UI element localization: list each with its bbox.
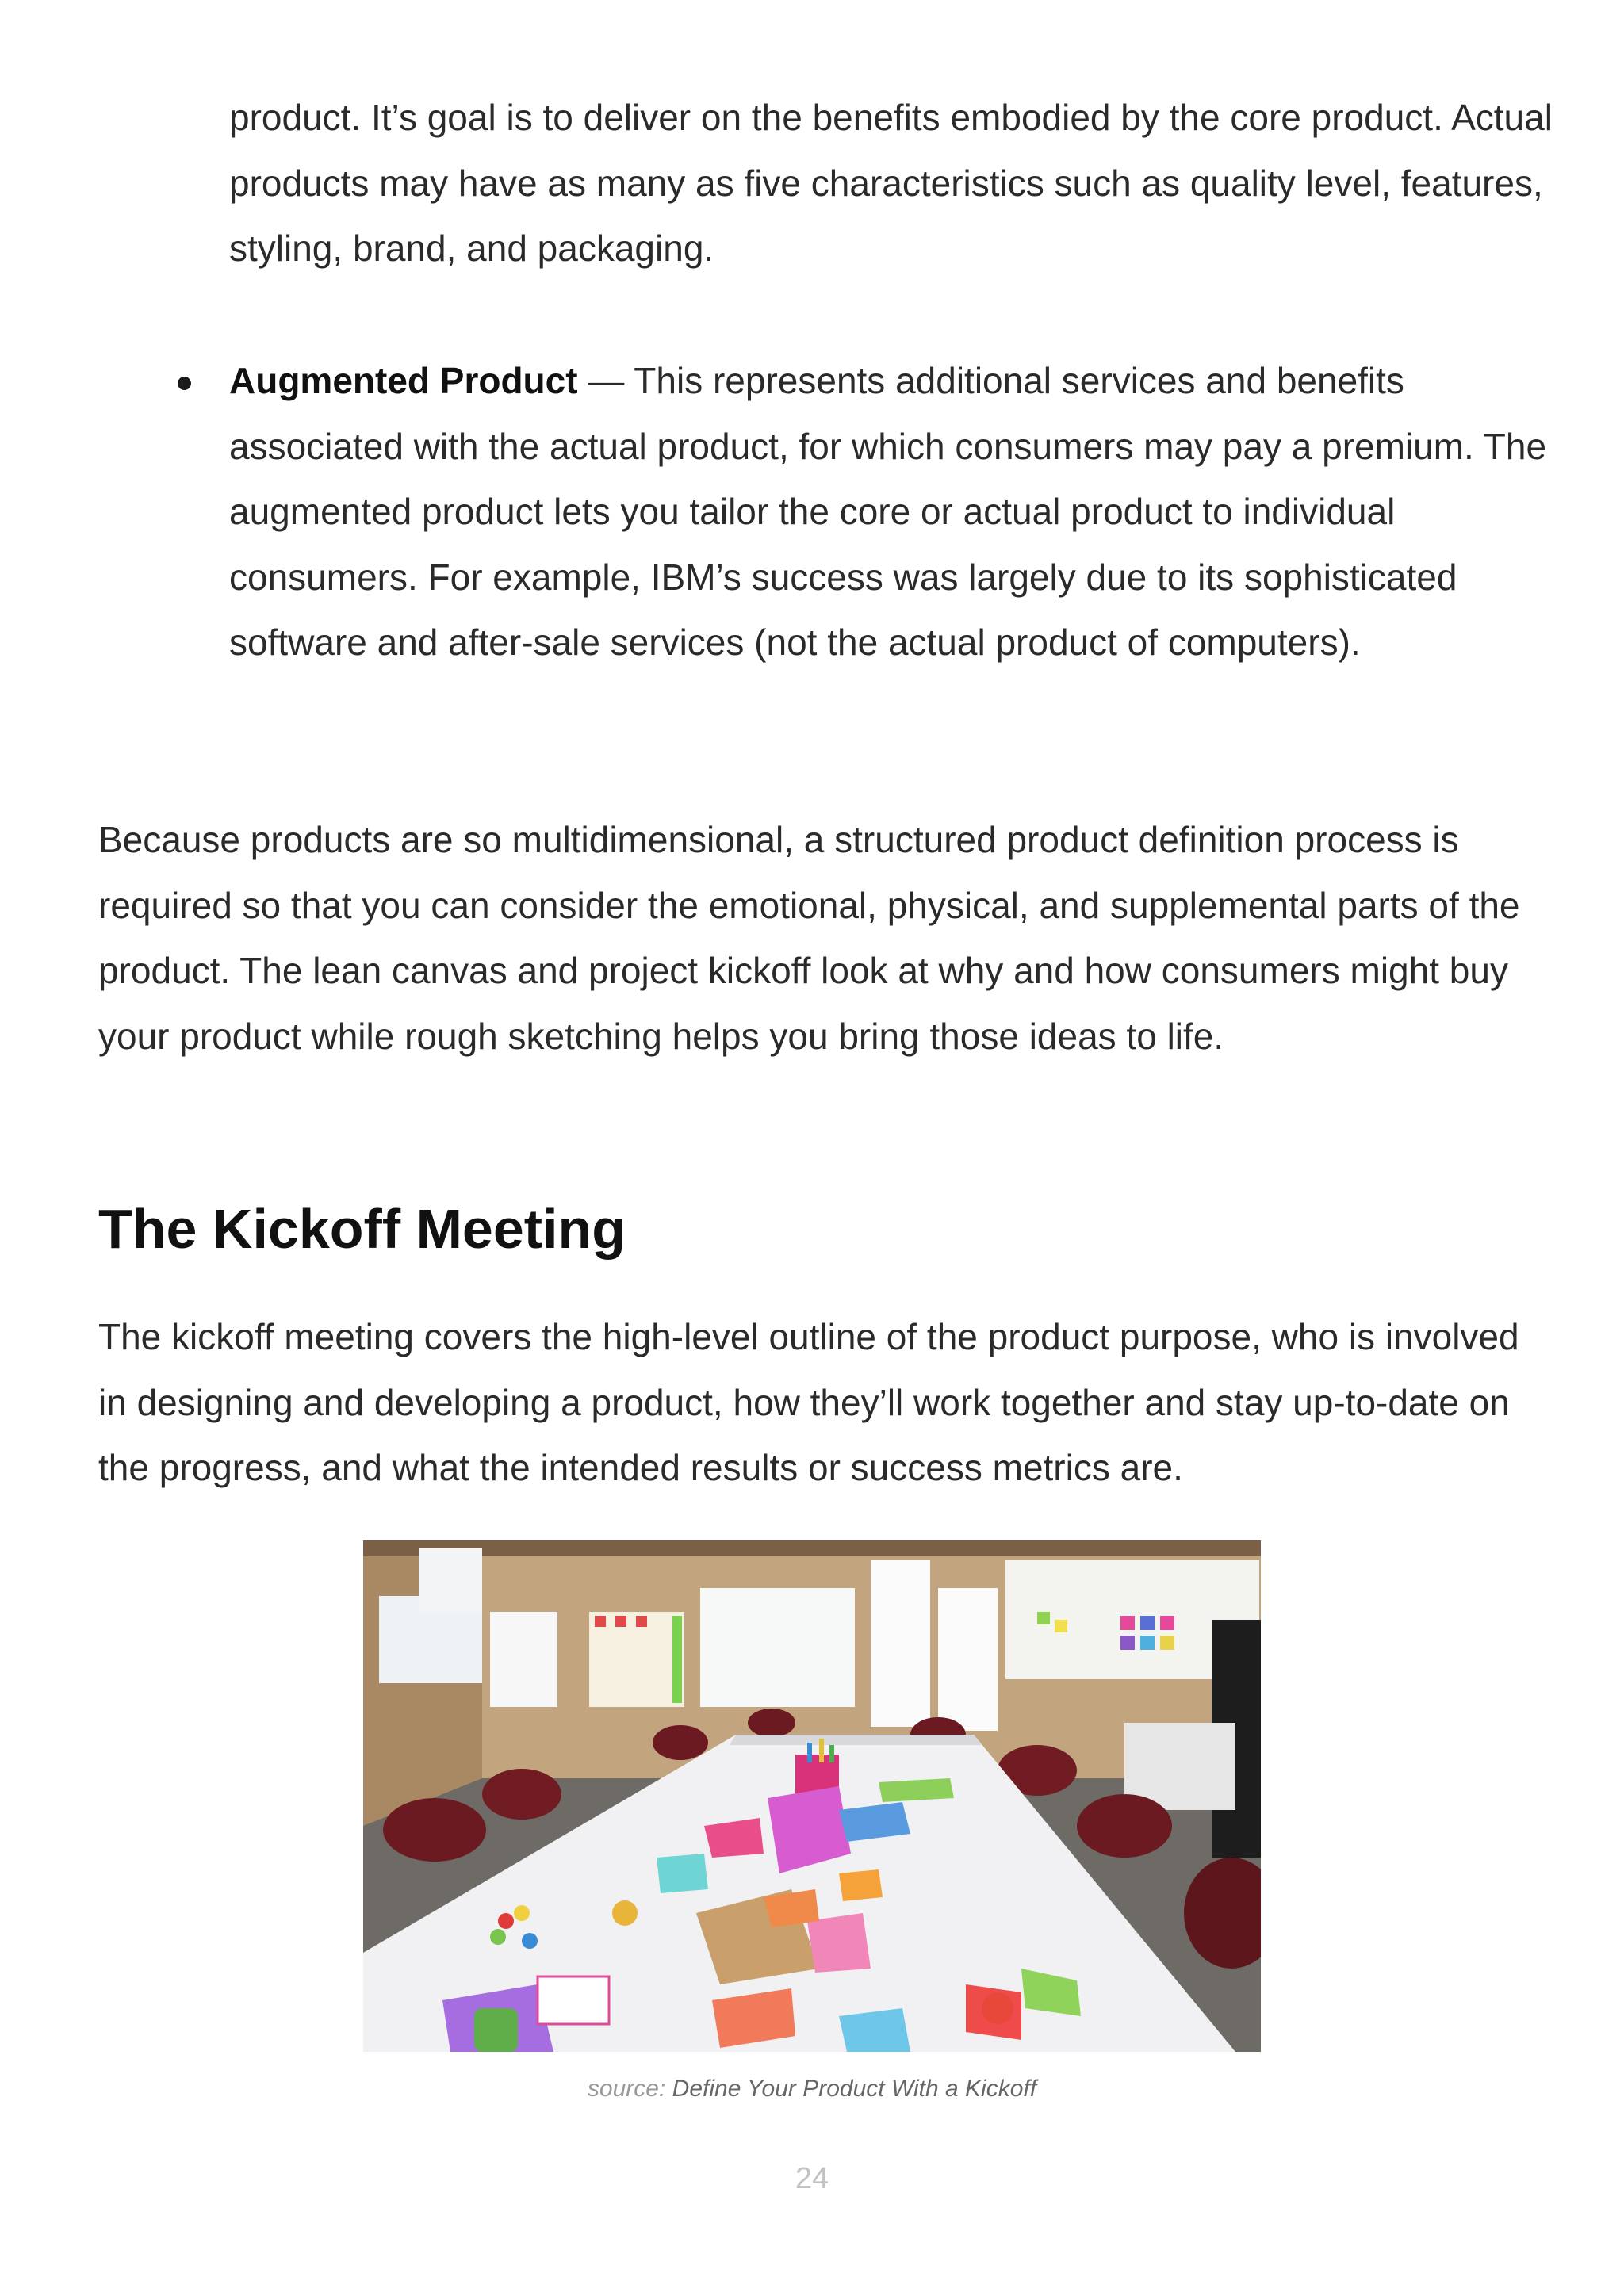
- section-heading: The Kickoff Meeting: [98, 1198, 626, 1260]
- page-number: 24: [795, 2162, 829, 2195]
- kickoff-intro-paragraph: The kickoff meeting covers the high-level outline of the product purpose, who is involved in designing and developing a product, how they’ll work together and stay up-to-date on the progress, and what the intended results or success metrics are.: [98, 1316, 1519, 1488]
- bullet-point: [178, 377, 191, 390]
- photo-illustration: [363, 1540, 1261, 2052]
- augmented-product-term: Augmented Product: [229, 360, 578, 401]
- caption-source-label: source:: [587, 2076, 666, 2102]
- augmented-product-paragraph: [229, 348, 1561, 675]
- caption-source-link[interactable]: Define Your Product With a Kickoff: [672, 2076, 1037, 2102]
- kickoff-meeting-photo: [363, 1540, 1261, 2052]
- figure-caption: [0, 2071, 1624, 2107]
- actual-product-paragraph: product. It’s goal is to deliver on the benefits embodied by the core product. Actual products may have as many as five characteristics such as quality level, features, styling, brand, and packaging.: [229, 97, 1553, 269]
- augmented-product-text: — This represents additional services and benefits associated with the actual product, for which consumers may pay a premium. The augmented product lets you tailor the core or actual product to individual consumers. For example, IBM’s success was largely due to its sophisticated software and after-sale services (not the actual product of computers).: [229, 360, 1547, 663]
- multidimensional-paragraph: Because products are so multidimensional, a structured product definition process is required so that you can consider the emotional, physical, and supplemental parts of the product. The lean canvas and project kickoff look at why and how consumers might buy your product while rough sketching helps you bring those ideas to life.: [98, 819, 1520, 1057]
